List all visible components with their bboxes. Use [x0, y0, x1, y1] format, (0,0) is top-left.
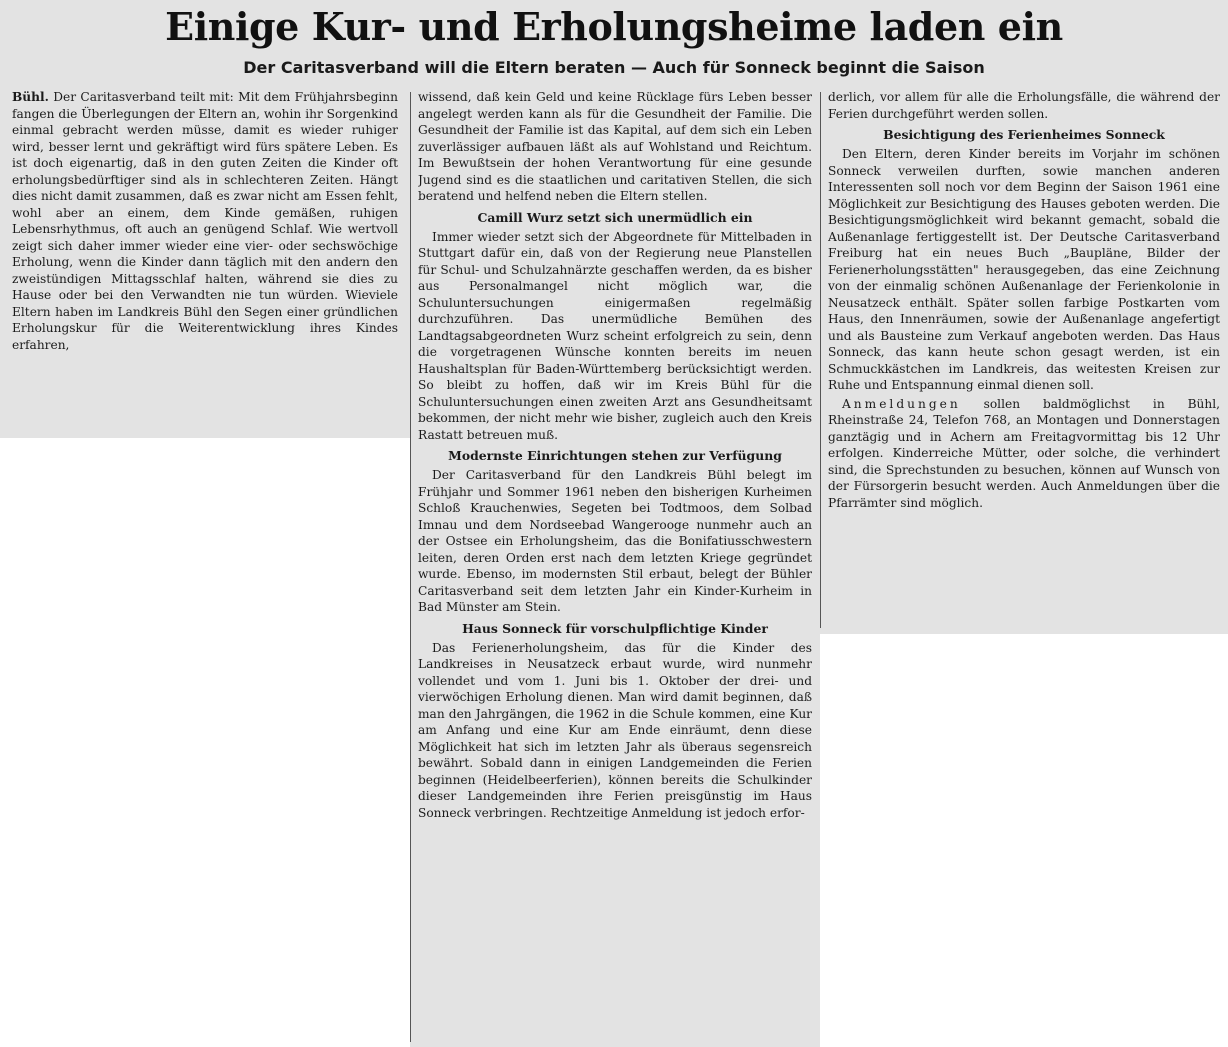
column-3-paragraph-3: [828, 396, 1220, 512]
article-header: [0, 0, 1228, 86]
column-2-paragraph-3: Der Caritasverband für den Landkreis Bühl belegt im Frühjahr und Sommer 1961 neben den bisherigen Kurheimen Schloß Krauchenwies, Segeten bei Todtmoos, dem Solbad Imnau und dem Nordseebad Wangerooge nunmehr auch an der Ostsee ein Erholungsheim, das die Bonifatiusschwestern leiten, deren Orden erst nach dem letzten Kriege gegründet wurde. Ebenso, im modernsten Stil erbaut, belegt der Bühler Caritasverband seit dem letzten Jahr ein Kinder-Kurheim in Bad Münster am Stein.: [418, 468, 812, 614]
subheading-camill-wurz: Camill Wurz setzt sich unermüdlich ein: [477, 209, 753, 225]
subheading-haus-sonneck: Haus Sonneck für vorschulpflichtige Kinder: [462, 620, 768, 636]
column-rule-2: [820, 92, 821, 628]
column-2-paragraph-4: Das Ferienerholungsheim, das für die Kinder des Landkreises in Neusatzeck erbaut wurde, wird nunmehr vollendet und vom 1. Juni bis 1. Oktober der drei- und vierwöchigen Erholung dienen. Man wird damit beginnen, daß man den Jahrgängen, die 1962 in die Schule kommen, eine Kur am Anfang und eine Kur am Ende einräumt, denn diese Möglichkeit hat sich im letzten Jahr als überaus segensreich bewährt. Sobald dann in einigen Landgemeinden die Ferien beginnen (Heidelbeerferien), können bereits die Schulkinder dieser Landgemeinden ihre Ferien preisgünstig im Haus Sonneck verbringen. Rechtzeitige Anmeldung ist jedoch erfor-: [418, 640, 812, 820]
column-3-paragraph-3-text: sollen baldmöglichst in Bühl, Rheinstraße 24, Telefon 768, an Montagen und Donnerstagen ganztägig und in Achern am Freitagvormittag bis 12 Uhr erfolgen. Kinderreiche Mütter, oder solche, die verhindert sind, die Sprechstunden zu besuchen, können auf Wunsch von der Fürsorgerin besucht werden. Auch Anmeldungen über die Pfarrämter sind möglich.: [828, 396, 1220, 510]
column-3-paragraph-2: Den Eltern, deren Kinder bereits im Vorjahr im schönen Sonneck verweilen durften, sowie manchen anderen Interessenten soll noch vor dem Beginn der Saison 1961 eine Möglichkeit zur Besichtigung des Hauses geboten werden. Die Besichtigungsmöglichkeit wird bekannt gemacht, sobald die Außenanlage fertiggestellt ist. Der Deutsche Caritasverband Freiburg hat ein neues Buch „Baupläne, Bilder der Ferienerholungsstätten" herausgegeben, das eine Zeichnung von der einmalig schönen Außenanlage der Ferienkolonie in Neusatzeck enthält. Später sollen farbige Postkarten vom Haus, den Innenräumen, sowie der Außenanlage angefertigt und als Bausteine zum Verkauf angeboten werden. Das Haus Sonneck, das kann heute schon gesagt werden, ist ein Schmuckkästchen im Landkreis, das weitesten Kreisen zur Ruhe und Entspannung einmal dienen soll.: [828, 147, 1220, 392]
column-rule-1: [410, 92, 411, 1042]
column-2-paragraph-2: Immer wieder setzt sich der Abgeordnete für Mittelbaden in Stuttgart dafür ein, daß von der Regierung neue Planstellen für Schul- und Schulzahnärzte geschaffen werden, da es bisher aus Personalmangel nicht möglich war, die Schuluntersuchungen einigermaßen regelmäßig durchzuführen. Das unermüdliche Bemühen des Landtagsabgeordneten Wurz scheint erfolgreich zu sein, denn die vorgetragenen Wünsche konnten bereits im neuen Haushaltsplan für Baden-Württemberg berücksichtigt werden. So bleibt zu hoffen, daß wir im Kreis Bühl für die Schuluntersuchungen einen zweiten Arzt ans Gesundheitsamt bekommen, der nicht mehr wie bisher, zugleich auch den Kreis Rastatt betreuen muß.: [418, 229, 812, 442]
torn-edge-fragment: [0, 438, 8, 1047]
subheading-modernste-einrichtungen: Modernste Einrichtungen stehen zur Verfügung: [448, 448, 782, 463]
column-3-paragraph-1: derlich, vor allem für alle die Erholungsfälle, die während der Ferien durchgeführt werden sollen.: [828, 90, 1220, 121]
column-1-paragraph-1: [12, 89, 398, 353]
dateline: Bühl.: [12, 90, 49, 104]
spaced-word-anmeldungen: Anmeldungen: [842, 396, 961, 411]
subheading-besichtigung: Besichtigung des Ferienheimes Sonneck: [883, 127, 1165, 142]
column-1-paragraph-1-text: Der Caritasverband teilt mit: Mit dem Frühjahrsbeginn fangen die Überlegungen der Eltern an, wohin ihr Sorgenkind einmal gebracht werden müsse, damit es wieder ruhiger wird, besser lernt und gekräftigt wird fürs spätere Leben. Es ist doch eigenartig, daß in den guten Zeiten die Kinder oft erholungsbedürftiger sind als in schlechteren Zeiten. Hängt dies nicht damit zusammen, daß es zwar nicht am Essen fehlt, wohl aber an einem, dem Kinde gemäßen, ruhigen Lebensrhythmus, oft auch an genügend Schlaf. Wie wertvoll zeigt sich daher immer wieder eine vier- oder sechswöchige Erholung, wenn die Kinder dann täglich mit den andern den zweistündigen Mittagsschlaf halten, während sie dies zu Hause oder bei den Verwandten nie tun würden. Wieviele Eltern haben im Landkreis Bühl den Segen einer gründlichen Erholungskur für die Weiterentwicklung ihres Kindes erfahren,: [12, 90, 398, 352]
article-column-1: [12, 89, 398, 434]
subheadline: Der Caritasverband will die Eltern beraten — Auch für Sonneck beginnt die Saison: [243, 58, 985, 77]
article-column-3: [828, 89, 1220, 629]
column-2-paragraph-1: wissend, daß kein Geld und keine Rücklage fürs Leben besser angelegt werden kann als für die Gesundheit der Familie. Die Gesundheit der Familie ist das Kapital, auf dem sich ein Leben zuverlässiger aufbauen läßt als auf Wohlstand und Reichtum. Im Bewußtsein der hohen Verantwortung für eine gesunde Jugend sind es die staatlichen und caritativen Stellen, die sich beratend und helfend neben die Eltern stellen.: [418, 90, 812, 203]
headline: Einige Kur- und Erholungsheime laden ein: [165, 4, 1063, 49]
article-column-2: [418, 89, 812, 1041]
